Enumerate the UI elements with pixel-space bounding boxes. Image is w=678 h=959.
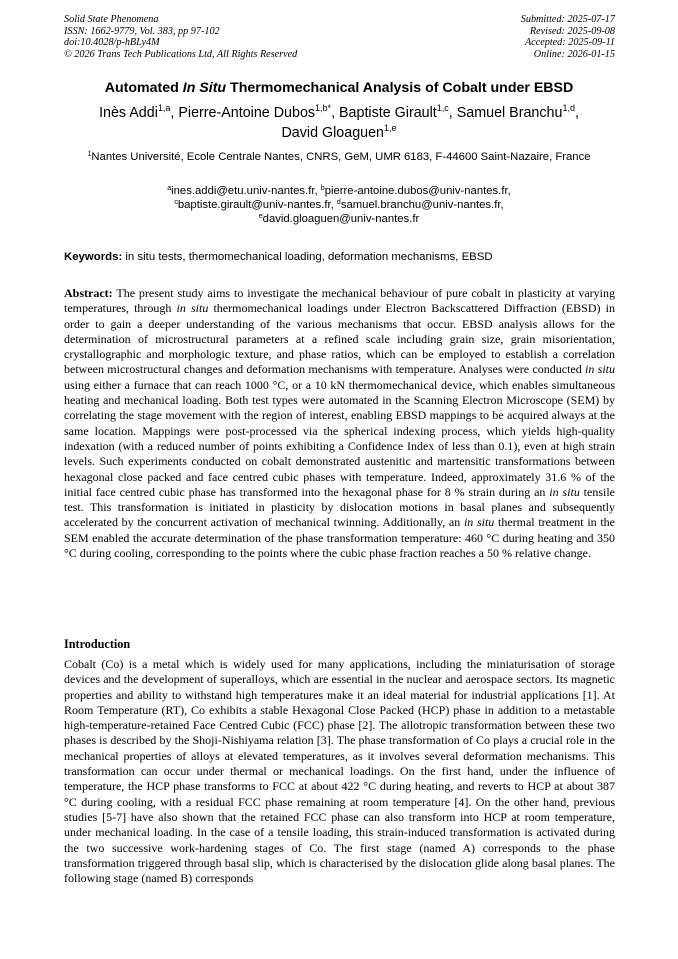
email-link[interactable]: david.gloaguen@univ-nantes.fr <box>262 213 420 226</box>
abstract-text: thermal treatment in the SEM enabled the accurate determination of the phase transformation temperature: 460 °C during heating and 350 °C during cooling, corresponding to the points where the cubic phase fraction reaches a 50 % relative change. <box>64 515 615 561</box>
separator: , <box>330 199 337 212</box>
copyright: © 2026 Trans Tech Publications Ltd, All Rights Reserved <box>64 48 298 60</box>
section-heading-introduction: Introduction <box>64 637 131 651</box>
doi[interactable]: doi:10.4028/p-hBLy4M <box>64 37 160 49</box>
date-revised: Revised: 2025-09-08 <box>529 25 615 37</box>
abstract-italic: in situ <box>463 515 495 530</box>
publication-dates <box>521 14 615 60</box>
keywords <box>64 250 616 264</box>
separator: , <box>507 185 511 197</box>
email-mark: b <box>320 185 325 192</box>
abstract-text: The present study aims to investigate the mechanical behaviour of pure cobalt in plasticity at varying temperatures, through <box>64 286 615 316</box>
title-italic-part: In Situ <box>182 80 227 96</box>
abstract <box>64 286 615 561</box>
abstract-italic: in situ <box>549 484 580 499</box>
author-affiliation-mark: 1,c <box>436 103 449 113</box>
author-list <box>44 103 634 143</box>
separator: , <box>448 105 457 121</box>
author-affiliation-mark: 1,b* <box>315 103 332 113</box>
author-name: David Gloaguen <box>281 125 384 141</box>
title-part: Automated <box>104 80 183 96</box>
email-mark: c <box>174 199 178 207</box>
keywords-text: in situ tests, thermomechanical loading, deformation mechanisms, EBSD <box>122 251 493 263</box>
author-name: Pierre-Antoine Dubos <box>178 105 316 121</box>
affiliation <box>64 150 614 166</box>
abstract-label: Abstract: <box>64 286 113 300</box>
separator: , <box>331 105 340 121</box>
author-name: Inès Addi <box>99 105 158 121</box>
abstract-italic: in situ <box>585 362 615 377</box>
abstract-text: tensile test. This transformation is initiated in plasticity by dislocation motions in basal planes and subsequently accelerated by the concurrent activation of mechanical twinning. Additionally, an <box>64 484 616 530</box>
abstract-text: thermomechanical loadings under Electron Backscattered Diffraction (EBSD) in order to gain a deeper understanding of the various mechanisms that occur. EBSD analysis allows for the determination of microstructural parameters at a refined scale including grain size, grain misorientation, crystallographic and morphologic texture, and phase ratios, which can be employed to establish a correlation between microstructural changes and deformation mechanisms with temperature. Analyses were conducted <box>64 301 615 377</box>
date-accepted: Accepted: 2025-09-11 <box>524 37 615 49</box>
author-affiliation-mark: 1,a <box>157 103 171 113</box>
separator: , <box>500 199 504 212</box>
author-name: Samuel Branchu <box>456 105 563 121</box>
introduction-text: Cobalt (Co) is a metal which is widely used for many applications, including the miniaturisation of storage devices and the development of superalloys, which are essential in the nuclear and aerospace sectors. Its magnetic properties and ability to withstand high temperatures make it an ideal material for industrial applications [1]. At Room Temperature (RT), Co exhibits a stable Hexagonal Close Packed (HCP) phase in addition to a metastable high-temperature-retained Face Centred Cubic (FCC) phase [2]. The allotropic transformation between these two phases is described by the Shoji-Nishiyama relation [3]. The phase transformation of Co plays a crucial role in the mechanical properties of alloys at elevated temperatures, as it involves several deformation mechanisms. This transformation can occur under thermal or mechanical loadings. On the first hand, under the influence of temperature, the HCP phase transforms to FCC at about 422 °C during heating, and reverts to HCP at about 387 °C during cooling, with a residual FCC phase remaining at room temperature [4]. On the other hand, previous studies [5-7] have also shown that the retained FCC phase can also transform into HCP at room temperature, under mechanical loading. In the case of a tensile loading, this strain-induced transformation is activated during the two successive work-hardening stages of Co. The first stage (named A) corresponds to the phase transformation triggered through basal slip, which is characterised by the dislocation glide along basal planes. The following stage (named B) corresponds <box>64 657 615 886</box>
affiliation-mark: 1 <box>87 151 92 158</box>
author-affiliation-mark: 1,e <box>384 123 397 133</box>
separator: , <box>170 105 179 121</box>
email-mark: a <box>167 185 172 192</box>
paper-title <box>40 80 638 97</box>
date-submitted: Submitted: 2025-07-17 <box>520 14 615 25</box>
journal-info <box>64 14 297 60</box>
issn-volume: ISSN: 1662-9779, Vol. 383, pp 97-102 <box>64 25 220 37</box>
date-online: Online: 2026-01-15 <box>533 48 615 60</box>
email-link[interactable]: pierre-antoine.dubos@univ-nantes.fr <box>324 185 508 197</box>
author-emails <box>64 184 614 227</box>
email-link[interactable]: baptiste.girault@univ-nantes.fr <box>177 199 331 212</box>
title-part: Thermomechanical Analysis of Cobalt under EBSD <box>226 80 574 96</box>
separator: , <box>574 105 579 121</box>
email-mark: d <box>336 199 341 207</box>
email-link[interactable]: samuel.branchu@univ-nantes.fr <box>340 199 501 212</box>
journal-name: Solid State Phenomena <box>64 14 159 25</box>
abstract-italic: in situ <box>176 301 209 316</box>
email-mark: e <box>258 213 263 221</box>
author-affiliation-mark: 1,d <box>562 103 575 113</box>
abstract-text: using either a furnace that can reach 1000 °C, or a 10 kN thermomechanical device, which enables simultaneous heating and mechanical loading. Both test types were automated in the Scanning Electron Microscope (SEM) by correlating the stage movement with the region of interest, enabling EBSD mappings to be acquired always at the same location. Mappings were post-processed via the spherical indexing process, which yields high-quality indexation (with a reduced number of points exhibiting a Confidence Index of less than 0.1), even at high strain levels. Such experiments conducted on cobalt demonstrated austenitic and martensitic transformations between hexagonal close packed and face centred cubic phases with temperature. Indeed, approximately 31.6 % of the initial face centred cubic phase has transformed into the hexagonal phase for 8 % strain during an <box>64 377 615 499</box>
affiliation-text: Nantes Université, Ecole Centrale Nantes, CNRS, GeM, UMR 6183, F-44600 Saint-Nazaire, France <box>91 151 591 163</box>
author-name: Baptiste Girault <box>339 105 437 121</box>
keywords-label: Keywords: <box>64 251 123 263</box>
separator: , <box>314 185 321 197</box>
email-link[interactable]: ines.addi@etu.univ-nantes.fr <box>171 185 315 197</box>
